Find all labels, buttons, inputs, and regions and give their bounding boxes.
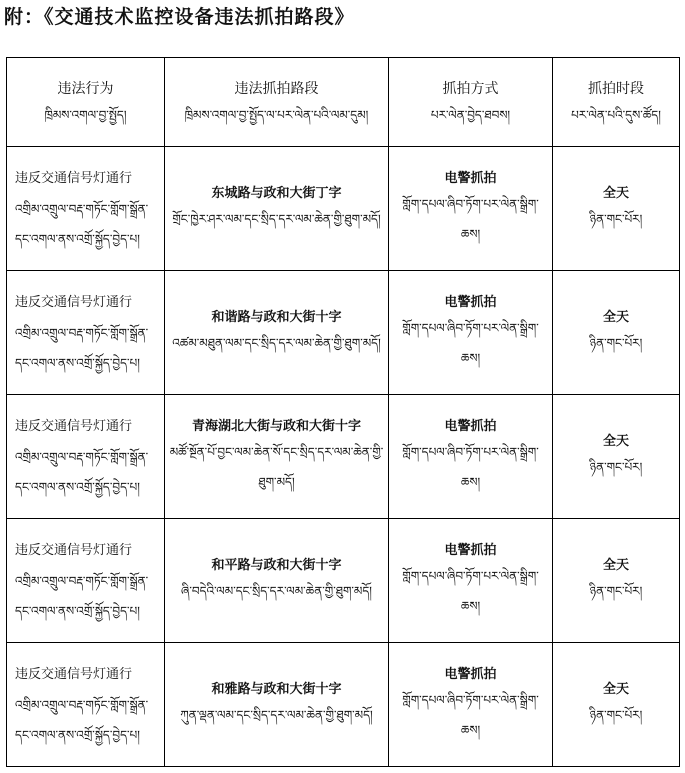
cell-violation — [7, 643, 165, 767]
cell-method — [389, 519, 553, 643]
cell-violation — [7, 395, 165, 519]
time-bo: ཉིན་གང་པོར། — [589, 583, 643, 598]
cell-time — [553, 271, 680, 395]
time-bo: ཉིན་གང་པོར། — [589, 335, 643, 350]
time-zh: 全天 — [602, 433, 629, 449]
method-zh: 电警抓拍 — [444, 666, 497, 682]
cell-time — [553, 395, 680, 519]
method-bo: གློག་དཔལ་ཞིབ་ཏོག་པར་ལེན་སྒྲིག་ཆས། — [402, 196, 539, 241]
road-bo: གྲོང་ཁྱེར་ཤར་ལམ་དང་སྲིད་དར་ལམ་ཆེན་གྱི་ཐུག་མདོ། — [172, 211, 381, 226]
cell-method — [389, 643, 553, 767]
cell-violation — [7, 271, 165, 395]
header-violation — [7, 58, 165, 147]
table-row — [7, 271, 680, 395]
violation-bo: འགྲིམ་འགྲུལ་བརྡ་གཏོང་གློག་སྒྲོན་དང་འགལ་ནས་འགྲོ་སྐྱོད་བྱེད་པ། — [15, 697, 149, 742]
header-time — [553, 58, 680, 147]
cell-road — [165, 147, 389, 271]
header-method-zh: 抓拍方式 — [442, 81, 499, 97]
cell-road — [165, 395, 389, 519]
time-bo: ཉིན་གང་པོར། — [589, 707, 643, 722]
method-zh: 电警抓拍 — [444, 542, 497, 558]
violation-zh: 违反交通信号灯通行 — [15, 294, 133, 310]
violation-zh: 违反交通信号灯通行 — [15, 666, 133, 682]
cell-violation — [7, 519, 165, 643]
road-bo: འཚམ་མཐུན་ལམ་དང་སྲིད་དར་ལམ་ཆེན་གྱི་ཐུག་མདོ། — [172, 335, 381, 350]
time-zh: 全天 — [602, 185, 629, 201]
method-zh: 电警抓拍 — [444, 170, 497, 186]
header-time-bo: པར་ལེན་པའི་དུས་ཚོད། — [571, 108, 661, 122]
header-road-bo: ཁྲིམས་འགལ་བྱ་སྤྱོད་ལ་པར་ལེན་པའི་ལམ་དུམ། — [184, 108, 369, 122]
method-bo: གློག་དཔལ་ཞིབ་ཏོག་པར་ལེན་སྒྲིག་ཆས། — [402, 568, 539, 613]
time-bo: ཉིན་གང་པོར། — [589, 211, 643, 226]
cell-time — [553, 519, 680, 643]
time-zh: 全天 — [602, 309, 629, 325]
violation-bo: འགྲིམ་འགྲུལ་བརྡ་གཏོང་གློག་སྒྲོན་དང་འགལ་ནས་འགྲོ་སྐྱོད་བྱེད་པ། — [15, 201, 149, 246]
cell-time — [553, 147, 680, 271]
method-bo: གློག་དཔལ་ཞིབ་ཏོག་པར་ལེན་སྒྲིག་ཆས། — [402, 444, 539, 489]
table-row — [7, 147, 680, 271]
header-method — [389, 58, 553, 147]
time-zh: 全天 — [602, 557, 629, 573]
road-zh: 东城路与政和大街丁字 — [211, 185, 342, 201]
cell-road — [165, 519, 389, 643]
road-zh: 和平路与政和大街十字 — [211, 557, 342, 573]
document-heading: 附：《交通技术监控设备违法抓拍路段》 — [4, 6, 355, 28]
table-row — [7, 519, 680, 643]
cell-method — [389, 147, 553, 271]
cell-time — [553, 643, 680, 767]
time-zh: 全天 — [602, 681, 629, 697]
method-bo: གློག་དཔལ་ཞིབ་ཏོག་པར་ལེན་སྒྲིག་ཆས། — [402, 692, 539, 737]
table-header-row — [7, 58, 680, 147]
cell-road — [165, 643, 389, 767]
violation-zh: 违反交通信号灯通行 — [15, 542, 133, 558]
header-method-bo: པར་ལེན་བྱེད་ཐབས། — [430, 108, 511, 122]
violation-road-table — [6, 57, 680, 767]
violation-zh: 违反交通信号灯通行 — [15, 170, 133, 186]
header-time-zh: 抓拍时段 — [588, 81, 644, 97]
header-road-zh: 违法抓拍路段 — [234, 81, 319, 97]
table-row — [7, 643, 680, 767]
method-bo: གློག་དཔལ་ཞིབ་ཏོག་པར་ལེན་སྒྲིག་ཆས། — [402, 320, 539, 365]
method-zh: 电警抓拍 — [444, 418, 497, 434]
time-bo: ཉིན་གང་པོར། — [589, 459, 643, 474]
violation-bo: འགྲིམ་འགྲུལ་བརྡ་གཏོང་གློག་སྒྲོན་དང་འགལ་ནས་འགྲོ་སྐྱོད་བྱེད་པ། — [15, 449, 149, 494]
road-bo: ཞི་བདེའི་ལམ་དང་སྲིད་དར་ལམ་ཆེན་གྱི་ཐུག་མདོ། — [181, 583, 372, 598]
violation-bo: འགྲིམ་འགྲུལ་བརྡ་གཏོང་གློག་སྒྲོན་དང་འགལ་ནས་འགྲོ་སྐྱོད་བྱེད་པ། — [15, 573, 149, 618]
header-violation-bo: ཁྲིམས་འགལ་བྱ་སྤྱོད། — [44, 108, 127, 122]
violation-zh: 违反交通信号灯通行 — [15, 418, 133, 434]
cell-method — [389, 395, 553, 519]
header-road — [165, 58, 389, 147]
road-bo: ཀུན་ལྡན་ལམ་དང་སྲིད་དར་ལམ་ཆེན་གྱི་ཐུག་མདོ། — [180, 707, 373, 722]
road-zh: 青海湖北大街与政和大街十字 — [191, 418, 361, 434]
road-bo: མཚོ་སྔོན་པོ་བྱང་ལམ་ཆེན་སོ་དང་སྲིད་དར་ལམ་ཆེན་གྱི་ཐུག་མདོ། — [169, 444, 384, 489]
cell-method — [389, 271, 553, 395]
method-zh: 电警抓拍 — [444, 294, 497, 310]
road-zh: 和谐路与政和大街十字 — [211, 309, 342, 325]
table-row — [7, 395, 680, 519]
header-violation-zh: 违法行为 — [57, 81, 114, 97]
violation-bo: འགྲིམ་འགྲུལ་བརྡ་གཏོང་གློག་སྒྲོན་དང་འགལ་ནས་འགྲོ་སྐྱོད་བྱེད་པ། — [15, 325, 149, 370]
cell-road — [165, 271, 389, 395]
road-zh: 和雅路与政和大街十字 — [211, 681, 342, 697]
cell-violation — [7, 147, 165, 271]
